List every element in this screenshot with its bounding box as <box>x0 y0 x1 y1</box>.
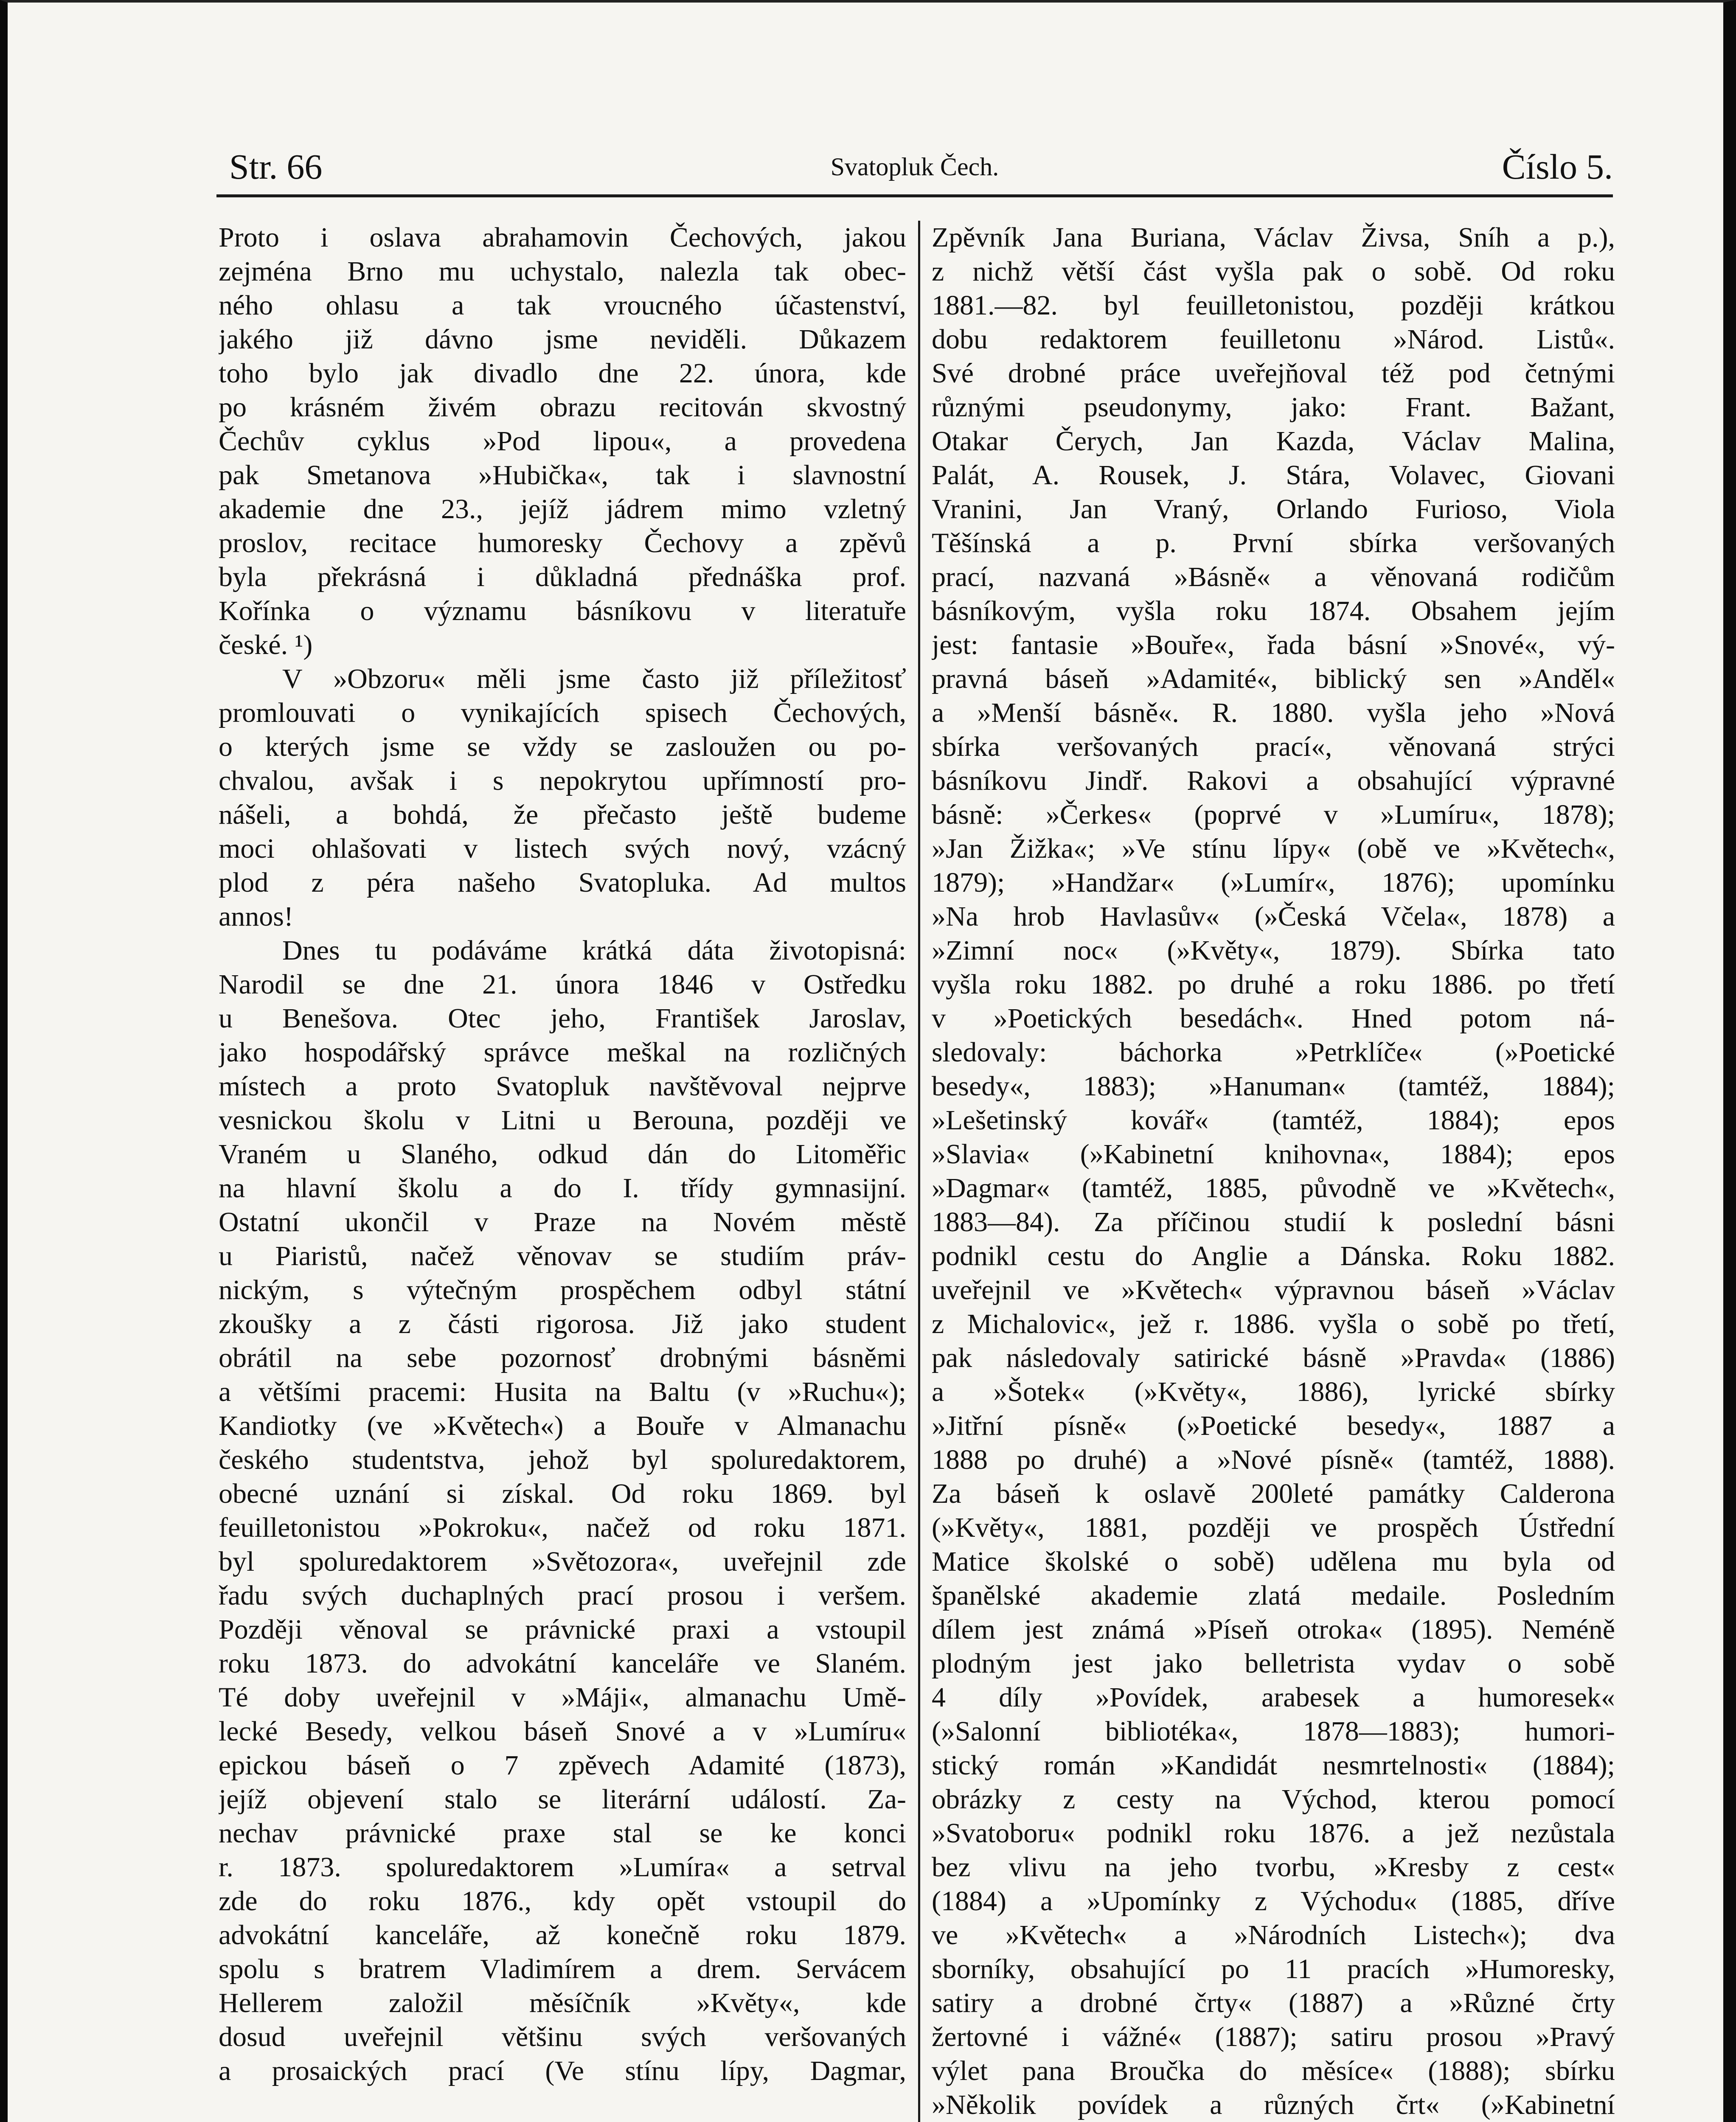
text-line: byl spoluredaktorem »Světozora«, uveřejnil zde <box>219 1546 906 1577</box>
text-line: a prosaických prací (Ve stínu lípy, Dagmar, <box>219 2055 906 2086</box>
text-line: r. 1873. spoluredaktorem »Lumíra« a setrval <box>219 1852 906 1883</box>
text-line: místech a proto Svatopluk navštěvoval nejprve <box>219 1071 906 1102</box>
text-line: vyšla roku 1882. po druhé a roku 1886. po třetí <box>932 969 1615 1000</box>
right-column <box>932 221 1615 2122</box>
text-line: Narodil se dne 21. února 1846 v Ostředku <box>219 969 906 1000</box>
text-line: Vraném u Slaného, odkud dán do Litoměřic <box>219 1139 906 1170</box>
text-line: 4 díly »Povídek, arabesek a humoresek« <box>932 1682 1615 1713</box>
text-line: Později věnoval se právnické praxi a vstoupil <box>219 1614 906 1645</box>
text-line: jest: fantasie »Bouře«, řada básní »Snové«, vý- <box>932 629 1615 660</box>
text-line: zde do roku 1876., kdy opět vstoupil do <box>219 1886 906 1917</box>
text-line: (»Květy«, 1881, později ve prospěch Ústřední <box>932 1512 1615 1543</box>
issue-number: Číslo 5. <box>1502 147 1613 187</box>
text-line: žertovné i vážné« (1887); satiru prosou »Pravý <box>932 2021 1615 2052</box>
text-line: promlouvati o vynikajících spisech Čechových, <box>219 697 906 728</box>
text-line: proslov, recitace humoresky Čechovy a zpěvů <box>219 528 906 559</box>
text-line: stický román »Kandidát nesmrtelnosti« (1884); <box>932 1750 1615 1781</box>
text-line: Kandiotky (ve »Květech«) a Bouře v Almanachu <box>219 1410 906 1441</box>
text-line: Své drobné práce uveřejňoval též pod četnými <box>932 358 1615 389</box>
text-line: Té doby uveřejnil v »Máji«, almanachu Umě- <box>219 1682 906 1713</box>
text-line: po krásném živém obrazu recitován skvostný <box>219 392 906 423</box>
left-column <box>219 221 906 2088</box>
text-line: feuilletonistou »Pokroku«, načež od roku 1871. <box>219 1512 906 1543</box>
text-line: »Slavia« (»Kabinetní knihovna«, 1884); epos <box>932 1139 1615 1170</box>
text-line: různými pseudonymy, jako: Frant. Bažant, <box>932 392 1615 423</box>
text-line: a »Menší básně«. R. 1880. vyšla jeho »Nová <box>932 697 1615 728</box>
text-line: jakého již dávno jsme neviděli. Důkazem <box>219 324 906 355</box>
text-line: bez vlivu na jeho tvorbu, »Kresby z cest« <box>932 1852 1615 1883</box>
text-line: Proto i oslava abrahamovin Čechových, jakou <box>219 222 906 253</box>
text-line: podnikl cestu do Anglie a Dánska. Roku 1882. <box>932 1241 1615 1272</box>
text-line: české. ¹) <box>219 629 313 660</box>
text-line: toho bylo jak divadlo dne 22. února, kde <box>219 358 906 389</box>
text-line: lecké Besedy, velkou báseň Snové a v »Lumíru« <box>219 1716 906 1747</box>
text-line: jako hospodářský správce meškal na rozličných <box>219 1037 906 1068</box>
text-line: Za báseň k oslavě 200leté památky Calderona <box>932 1478 1615 1509</box>
text-line: českého studentstva, jehož byl spoluredaktorem, <box>219 1444 906 1475</box>
text-line: v »Poetických besedách«. Hned potom ná- <box>932 1003 1615 1034</box>
text-line: »Zimní noc« (»Květy«, 1879). Sbírka tato <box>932 935 1615 966</box>
text-line: básníkovým, vyšla roku 1874. Obsahem jejím <box>932 595 1615 626</box>
text-line: sledovaly: báchorka »Petrklíče« (»Poetické <box>932 1037 1615 1068</box>
text-line: španělské akademie zlatá medaile. Posledním <box>932 1580 1615 1611</box>
page-header <box>216 146 1613 193</box>
page-number: Str. 66 <box>229 147 323 187</box>
text-line: a »Šotek« (»Květy«, 1886), lyrické sbírky <box>932 1376 1615 1407</box>
text-line: annos! <box>219 901 293 932</box>
text-line: byla překrásná i důkladná přednáška prof. <box>219 561 906 592</box>
text-line: ného ohlasu a tak vroucného účastenství, <box>219 290 906 321</box>
text-line: vesnickou školu v Litni u Berouna, později ve <box>219 1105 906 1136</box>
text-line: uveřejnil ve »Květech« výpravnou báseň »Václav <box>932 1274 1615 1305</box>
text-line: Palát, A. Rousek, J. Stára, Volavec, Giovani <box>932 460 1615 491</box>
text-line: »Dagmar« (tamtéž, 1885, původně ve »Květech«, <box>932 1173 1615 1204</box>
text-line: epickou báseň o 7 zpěvech Adamité (1873), <box>219 1750 906 1781</box>
text-line: »Jitřní písně« (»Poetické besedy«, 1887 a <box>932 1410 1615 1441</box>
text-line: obrátil na sebe pozornosť drobnými básněmi <box>219 1342 906 1373</box>
text-line: Vranini, Jan Vraný, Orlando Furioso, Viola <box>932 494 1615 525</box>
text-line: »Svatoboru« podnikl roku 1876. a jež nezůstala <box>932 1818 1615 1849</box>
text-line: (»Salonní bibliotéka«, 1878—1883); humori- <box>932 1716 1615 1747</box>
text-line: nášeli, a bohdá, že přečasto ještě budeme <box>219 799 906 830</box>
text-line: Kořínka o významu básníkovu v literatuře <box>219 595 906 626</box>
text-line: dobu redaktorem feuilletonu »Národ. Listů«. <box>932 324 1615 355</box>
header-rule <box>216 194 1613 197</box>
text-line: dosud uveřejnil většinu svých veršovaných <box>219 2021 906 2052</box>
text-line: moci ohlašovati v listech svých nový, vzácný <box>219 833 906 864</box>
text-line: V »Obzoru« měli jsme často již příležitosť <box>282 663 906 694</box>
text-line: nechav právnické praxe stal se ke konci <box>219 1818 906 1849</box>
text-line: Těšínská a p. První sbírka veršovaných <box>932 528 1615 559</box>
text-line: »Na hrob Havlasův« (»Česká Včela«, 1878) a <box>932 901 1615 932</box>
text-line: »Jan Žižka«; »Ve stínu lípy« (obě ve »Květech«, <box>932 833 1615 864</box>
text-line: »Několik povídek a různých črt« (»Kabinetní <box>932 2089 1615 2120</box>
text-line: nickým, s výtečným prospěchem odbyl státní <box>219 1274 906 1305</box>
text-line: satiry a drobné črty« (1887) a »Různé črty <box>932 1987 1615 2018</box>
text-line: Otakar Čerych, Jan Kazda, Václav Malina, <box>932 426 1615 457</box>
text-line: plodným jest jako belletrista vydav o sobě <box>932 1648 1615 1679</box>
text-line: Dnes tu podáváme krátká dáta životopisná: <box>282 935 906 966</box>
text-line: řadu svých duchaplných prací prosou i veršem. <box>219 1580 906 1611</box>
text-line: sborníky, obsahující po 11 pracích »Humoresky, <box>932 1954 1615 1984</box>
text-line: jejíž objevení stalo se literární událostí. Za- <box>219 1784 906 1815</box>
text-line: prací, nazvaná »Básně« a věnovaná rodičům <box>932 561 1615 592</box>
text-line: Ostatní ukončil v Praze na Novém městě <box>219 1207 906 1238</box>
text-line: roku 1873. do advokátní kanceláře ve Slaném. <box>219 1648 906 1679</box>
text-line: obecné uznání si získal. Od roku 1869. byl <box>219 1478 906 1509</box>
text-line: sbírka veršovaných prací«, věnovaná strýci <box>932 731 1615 762</box>
text-line: básníkovu Jindř. Rakovi a obsahující výpravné <box>932 765 1615 796</box>
text-line: plod z péra našeho Svatopluka. Ad multos <box>219 867 906 898</box>
text-line: u Benešova. Otec jeho, František Jaroslav, <box>219 1003 906 1034</box>
text-line: »Lešetinský kovář« (tamtéž, 1884); epos <box>932 1105 1615 1136</box>
text-line: Zpěvník Jana Buriana, Václav Živsa, Sníh a p.), <box>932 222 1615 253</box>
text-line: obrázky z cesty na Východ, kterou pomocí <box>932 1784 1615 1815</box>
text-line: Matice školské o sobě) udělena mu byla od <box>932 1546 1615 1577</box>
text-line: dílem jest známá »Píseň otroka« (1895). Neméně <box>932 1614 1615 1645</box>
text-line: pak následovaly satirické básně »Pravda« (1886) <box>932 1342 1615 1373</box>
text-line: zejména Brno mu uchystalo, nalezla tak obec- <box>219 256 906 287</box>
text-line: básně: »Čerkes« (poprvé v »Lumíru«, 1878); <box>932 799 1615 830</box>
text-line: spolu s bratrem Vladimírem a drem. Servácem <box>219 1954 906 1984</box>
text-line: Čechův cyklus »Pod lipou«, a provedena <box>219 426 906 457</box>
text-line: 1883—84). Za příčinou studií k poslední básni <box>932 1207 1615 1238</box>
text-line: 1879); »Handžar« (»Lumír«, 1876); upomínku <box>932 867 1615 898</box>
text-line: u Piaristů, načež věnovav se studiím práv- <box>219 1241 906 1272</box>
text-line: z Michalovic«, jež r. 1886. vyšla o sobě po třetí, <box>932 1308 1615 1339</box>
text-line: 1888 po druhé) a »Nové písně« (tamtéž, 1888). <box>932 1444 1615 1475</box>
text-line: besedy«, 1883); »Hanuman« (tamtéž, 1884); <box>932 1071 1615 1102</box>
text-line: akademie dne 23., jejíž jádrem mimo vzletný <box>219 494 906 525</box>
text-line: advokátní kanceláře, až konečně roku 1879. <box>219 1920 906 1951</box>
text-line: na hlavní školu a do I. třídy gymnasijní. <box>219 1173 906 1204</box>
text-line: výlet pana Broučka do měsíce« (1888); sbírku <box>932 2055 1615 2086</box>
text-line: ve »Květech« a »Národních Listech«); dva <box>932 1920 1615 1951</box>
text-line: 1881.—82. byl feuilletonistou, později krátkou <box>932 290 1615 321</box>
text-line: zkoušky a z části rigorosa. Již jako student <box>219 1308 906 1339</box>
column-divider <box>918 221 920 2122</box>
text-line: a většími pracemi: Husita na Baltu (v »Ruchu«); <box>219 1376 906 1407</box>
text-line: o kterých jsme se vždy se zasloužen ou po- <box>219 731 906 762</box>
text-line: Hellerem založil měsíčník »Květy«, kde <box>219 1987 906 2018</box>
text-line: chvalou, avšak i s nepokrytou upřímností pro- <box>219 765 906 796</box>
text-line: pak Smetanova »Hubička«, tak i slavnostní <box>219 460 906 491</box>
text-line: (1884) a »Upomínky z Východu« (1885, dříve <box>932 1886 1615 1917</box>
running-title: Svatopluk Čech. <box>830 153 999 181</box>
text-line: pravná báseň »Adamité«, biblický sen »Anděl« <box>932 663 1615 694</box>
text-line: z nichž větší část vyšla pak o sobě. Od roku <box>932 256 1615 287</box>
